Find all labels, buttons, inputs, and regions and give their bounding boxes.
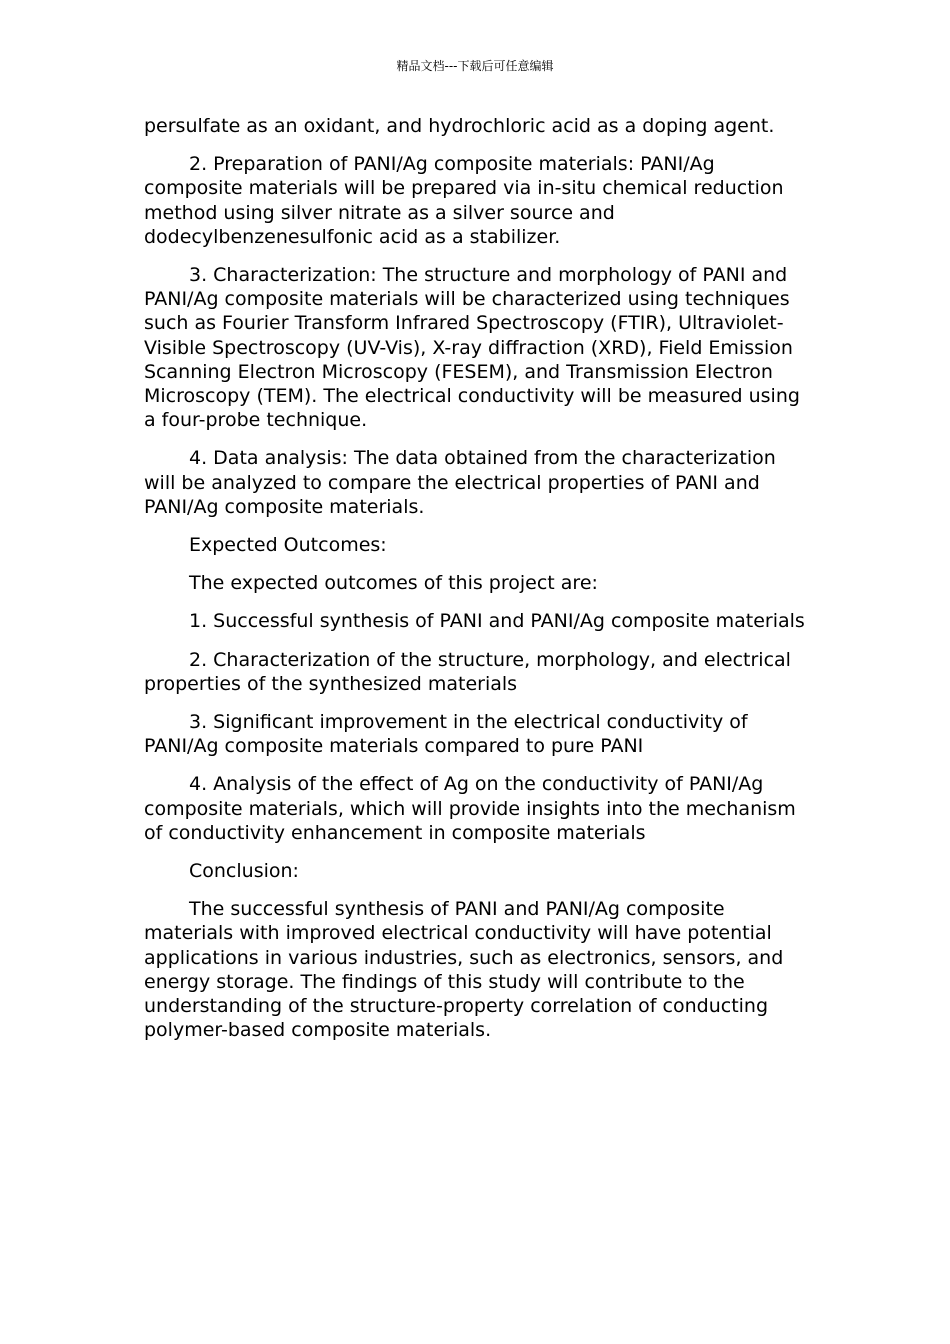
paragraph-outcome-2: 2. Characterization of the structure, morphology, and electrical properties of the synthesized materials [144, 648, 791, 695]
paragraph-outcome-1: 1. Successful synthesis of PANI and PANI/Ag composite materials [189, 610, 805, 633]
heading-conclusion: Conclusion: [189, 860, 299, 883]
paragraph-conclusion: The successful synthesis of PANI and PANI/Ag composite materials with improved electrical conductivity will have potential applications in various industries, such as electronics, sensors, and energy storage. The findings of this study will contribute to the understanding of the structure-property correlation of conducting polymer-based composite materials. [144, 898, 784, 1042]
document-body [144, 114, 809, 1057]
heading-expected-outcomes: Expected Outcomes: [189, 534, 387, 557]
paragraph-continuation: persulfate as an oxidant, and hydrochloric acid as a doping agent. [144, 115, 775, 137]
paragraph-method-data-analysis: 4. Data analysis: The data obtained from the characterization will be analyzed to compare the electrical properties of PANI and PANI/Ag composite materials. [144, 447, 776, 518]
paragraph-method-preparation: 2. Preparation of PANI/Ag composite materials: PANI/Ag composite materials will be prepared via in-situ chemical reduction method using silver nitrate as a silver source and dodecylbenzenesulfonic acid as a stabilizer. [144, 153, 784, 248]
paragraph-outcomes-intro: The expected outcomes of this project are: [189, 572, 598, 595]
paragraph-outcome-3: 3. Significant improvement in the electrical conductivity of PANI/Ag composite materials compared to pure PANI [144, 711, 748, 758]
page-header: 精品文档---下载后可任意编辑 [396, 59, 554, 73]
paragraph-outcome-4: 4. Analysis of the effect of Ag on the conductivity of PANI/Ag composite materials, which will provide insights into the mechanism of conductivity enhancement in composite materials [144, 773, 796, 844]
paragraph-method-characterization: 3. Characterization: The structure and morphology of PANI and PANI/Ag composite materials will be characterized using techniques such as Fourier Transform Infrared Spectroscopy (FTIR), Ultraviolet-Visible Spectroscopy (UV-Vis), X-ray diffraction (XRD), Field Emission Scanning Electron Microscopy (FESEM), and Transmission Electron Microscopy (TEM). The electrical conductivity will be measured using a four-probe technique. [144, 264, 800, 432]
